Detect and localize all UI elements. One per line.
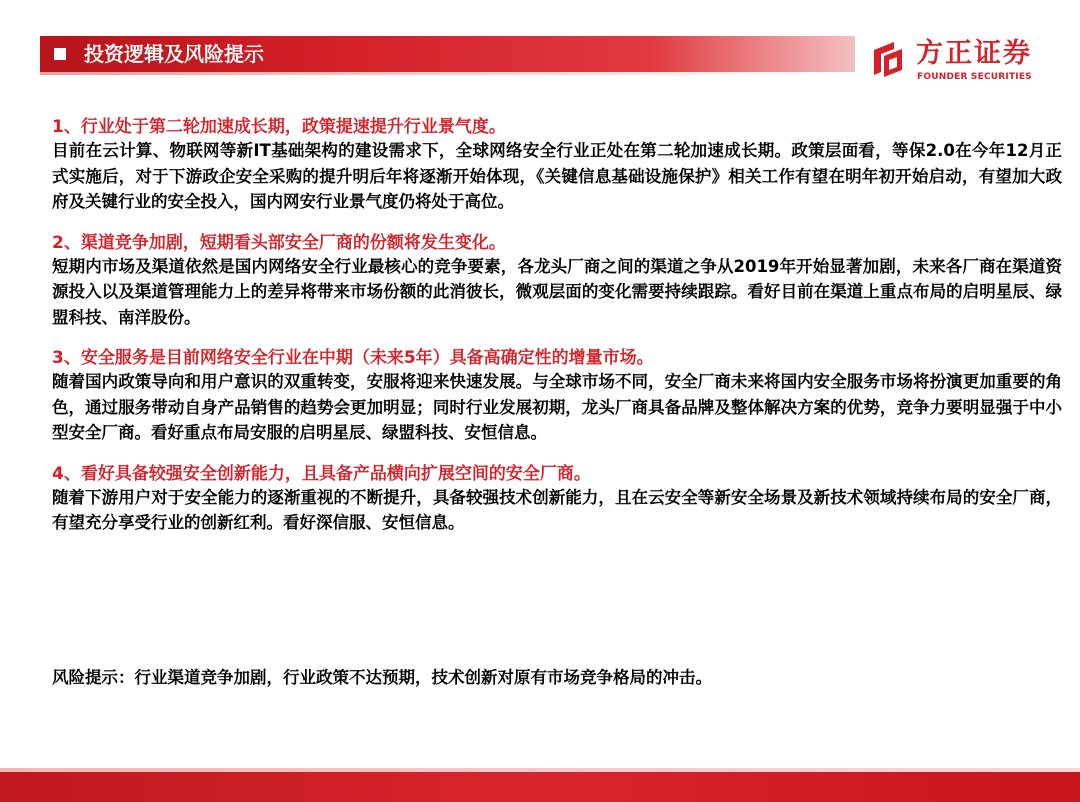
section-heading: 1、行业处于第二轮加速成长期，政策提速提升行业景气度。 — [52, 117, 506, 137]
section-1 — [52, 116, 1062, 215]
header-underline — [40, 72, 855, 75]
section-body: 短期内市场及渠道依然是国内网络安全行业最核心的竞争要素，各龙头厂商之间的渠道之争从2019年开始显著加剧，未来各厂商在渠道资源投入以及渠道管理能力上的差异将带来市场份额的此消彼长，微观层面的变化需要持续跟踪。看好目前在渠道上重点布局的启明星辰、绿盟科技、南洋股份。 — [52, 256, 1062, 327]
square-bullet-icon — [54, 48, 66, 60]
risk-disclaimer: 风险提示：行业渠道竞争加剧，行业政策不达预期，技术创新对原有市场竞争格局的冲击。 — [52, 668, 712, 687]
section-body: 目前在云计算、物联网等新IT基础架构的建设需求下，全球网络安全行业正处在第二轮加速成长期。政策层面看，等保2.0在今年12月正式实施后，对于下游政企安全采购的提升明后年将逐渐开始体现，《关键信息基础设施保护》相关工作有望在明年初开始启动，有望加大政府及关键行业的安全投入，国内网安行业景气度仍将处于高位。 — [52, 141, 1062, 211]
logo-name-en: FOUNDER SECURITIES — [917, 72, 1032, 82]
section-heading: 4、看好具备较强安全创新能力，且具备产品横向扩展空间的安全厂商。 — [52, 463, 591, 484]
section-heading: 2、渠道竞争加剧，短期看头部安全厂商的份额将发生变化。 — [52, 232, 506, 253]
founder-securities-logo — [868, 38, 1048, 86]
content-area — [52, 116, 1062, 553]
section-body: 随着国内政策导向和用户意识的双重转变，安服将迎来快速发展。与全球市场不同，安全厂商未来将国内安全服务市场将扮演更加重要的角色，通过服务带动自身产品销售的趋势会更加明显；同时行业发展初期，龙头厂商具备品牌及整体解决方案的优势，竞争力要明显强于中小型安全厂商。看好重点布局安服的启明星辰、绿盟科技、安恒信息。 — [52, 372, 1062, 442]
founder-logo-mark-icon — [868, 40, 908, 80]
section-3 — [52, 347, 1062, 446]
section-body: 随着下游用户对于安全能力的逐渐重视的不断提升，具备较强技术创新能力，且在云安全等新安全场景及新技术领域持续布局的安全厂商，有望充分享受行业的创新红利。看好深信服、安恒信息。 — [52, 487, 1062, 532]
section-2 — [52, 232, 1062, 331]
logo-name-cn: 方正证券 — [916, 38, 1032, 69]
page-title: 投资逻辑及风险提示 — [84, 42, 264, 66]
section-heading: 3、安全服务是目前网络安全行业在中期（未来5年）具备高确定性的增量市场。 — [52, 348, 654, 368]
section-4 — [52, 463, 1062, 536]
footer-bar — [0, 772, 1080, 802]
